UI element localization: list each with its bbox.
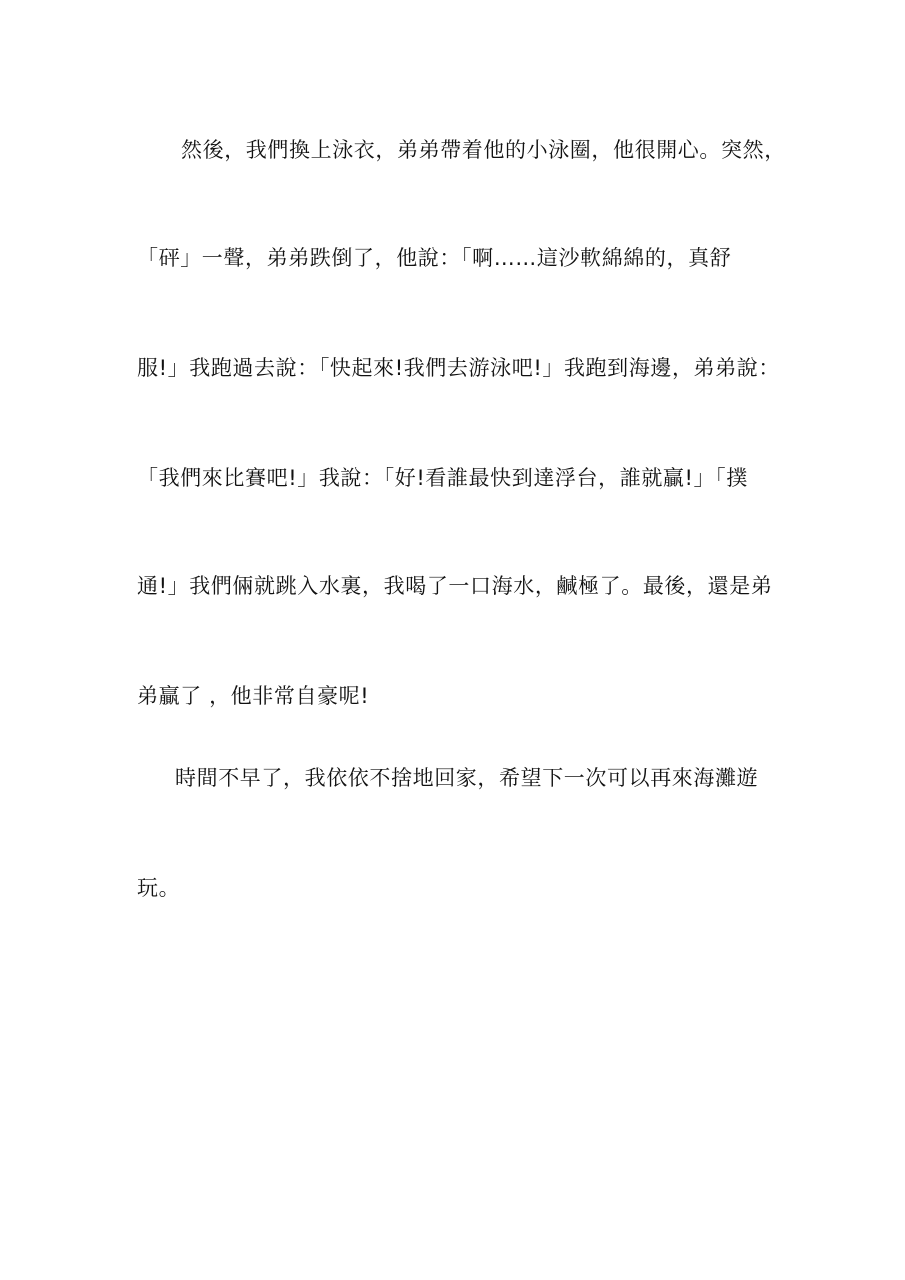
paragraph-1-line-4: 「我們來比賽吧!」我說：「好!看誰最快到達浮台，誰就贏!」「撲 <box>137 466 748 490</box>
paragraph-2-line-1: 時間不早了，我依依不捨地回家，希望下一次可以再來海灘遊 <box>175 766 759 790</box>
paragraph-2-line-2: 玩。 <box>137 876 181 900</box>
paragraph-1-line-3: 服!」我跑過去說：「快起來!我們去游泳吧!」我跑到海邊，弟弟說： <box>137 356 780 380</box>
paragraph-1-line-1: 然後，我們換上泳衣，弟弟帶着他的小泳圈，他很開心。突然， <box>181 138 786 162</box>
paragraph-1-line-5: 通!」我們倆就跳入水裏，我喝了一口海水，鹹極了。最後，還是弟 <box>137 574 773 598</box>
paragraph-1-line-2: 「砰」一聲，弟弟跌倒了，他說：「啊……這沙軟綿綿的，真舒 <box>137 246 732 270</box>
paragraph-1-line-6: 弟贏了 ，他非常自豪呢! <box>137 684 370 708</box>
